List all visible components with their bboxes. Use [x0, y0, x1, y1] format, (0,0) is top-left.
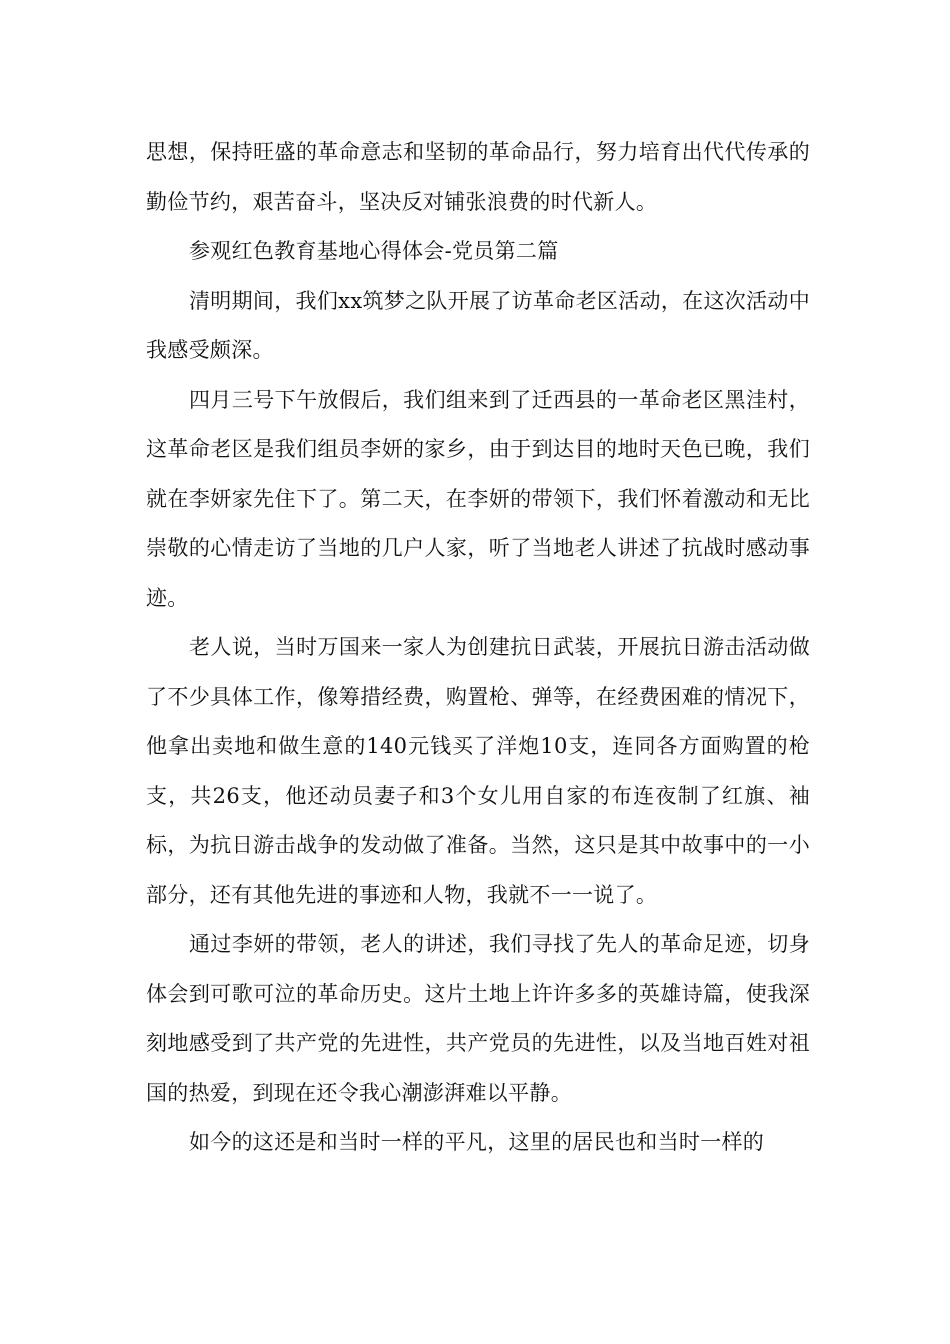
paragraph-continuation: 思想，保持旺盛的革命意志和坚韧的革命品行，努力培育出代代传承的勤俭节约，艰苦奋斗，坚决反对铺张浪费的时代新人。 — [146, 140, 810, 214]
paragraph-intro: 清明期间，我们xx筑梦之队开展了访革命老区活动，在这次活动中我感受颇深。 — [146, 288, 810, 362]
section-heading: 参观红色教育基地心得体会-党员第二篇 — [189, 239, 559, 263]
document-body — [146, 128, 810, 1168]
paragraph-elder-story: 老人说，当时万国来一家人为创建抗日武装，开展抗日游击活动做了不少具体工作，像筹措经费，购置枪、弹等，在经费困难的情况下，他拿出卖地和做生意的140元钱买了洋炮10支，连同各方面购置的枪支，共26支，他还动员妻子和3个女儿用自家的布连夜制了红旗、袖标，为抗日游击战争的发动做了准备。当然，这只是其中故事中的一小部分，还有其他先进的事迹和人物，我就不一一说了。 — [146, 635, 810, 907]
paragraph-reflection: 通过李妍的带领，老人的讲述，我们寻找了先人的革命足迹，切身体会到可歌可泣的革命历史。这片土地上许许多多的英雄诗篇，使我深刻地感受到了共产党的先进性，共产党员的先进性，以及当地百姓对祖国的热爱，到现在还令我心潮澎湃难以平静。 — [146, 932, 810, 1105]
paragraph-visit: 四月三号下午放假后，我们组来到了迁西县的一革命老区黑洼村，这革命老区是我们组员李妍的家乡，由于到达目的地时天色已晚，我们就在李妍家先住下了。第二天，在李妍的带领下，我们怀着激动和无比崇敬的心情走访了当地的几户人家，听了当地老人讲述了抗战时感动事迹。 — [146, 387, 810, 610]
paragraph-today: 如今的这还是和当时一样的平凡，这里的居民也和当时一样的 — [189, 1130, 765, 1154]
